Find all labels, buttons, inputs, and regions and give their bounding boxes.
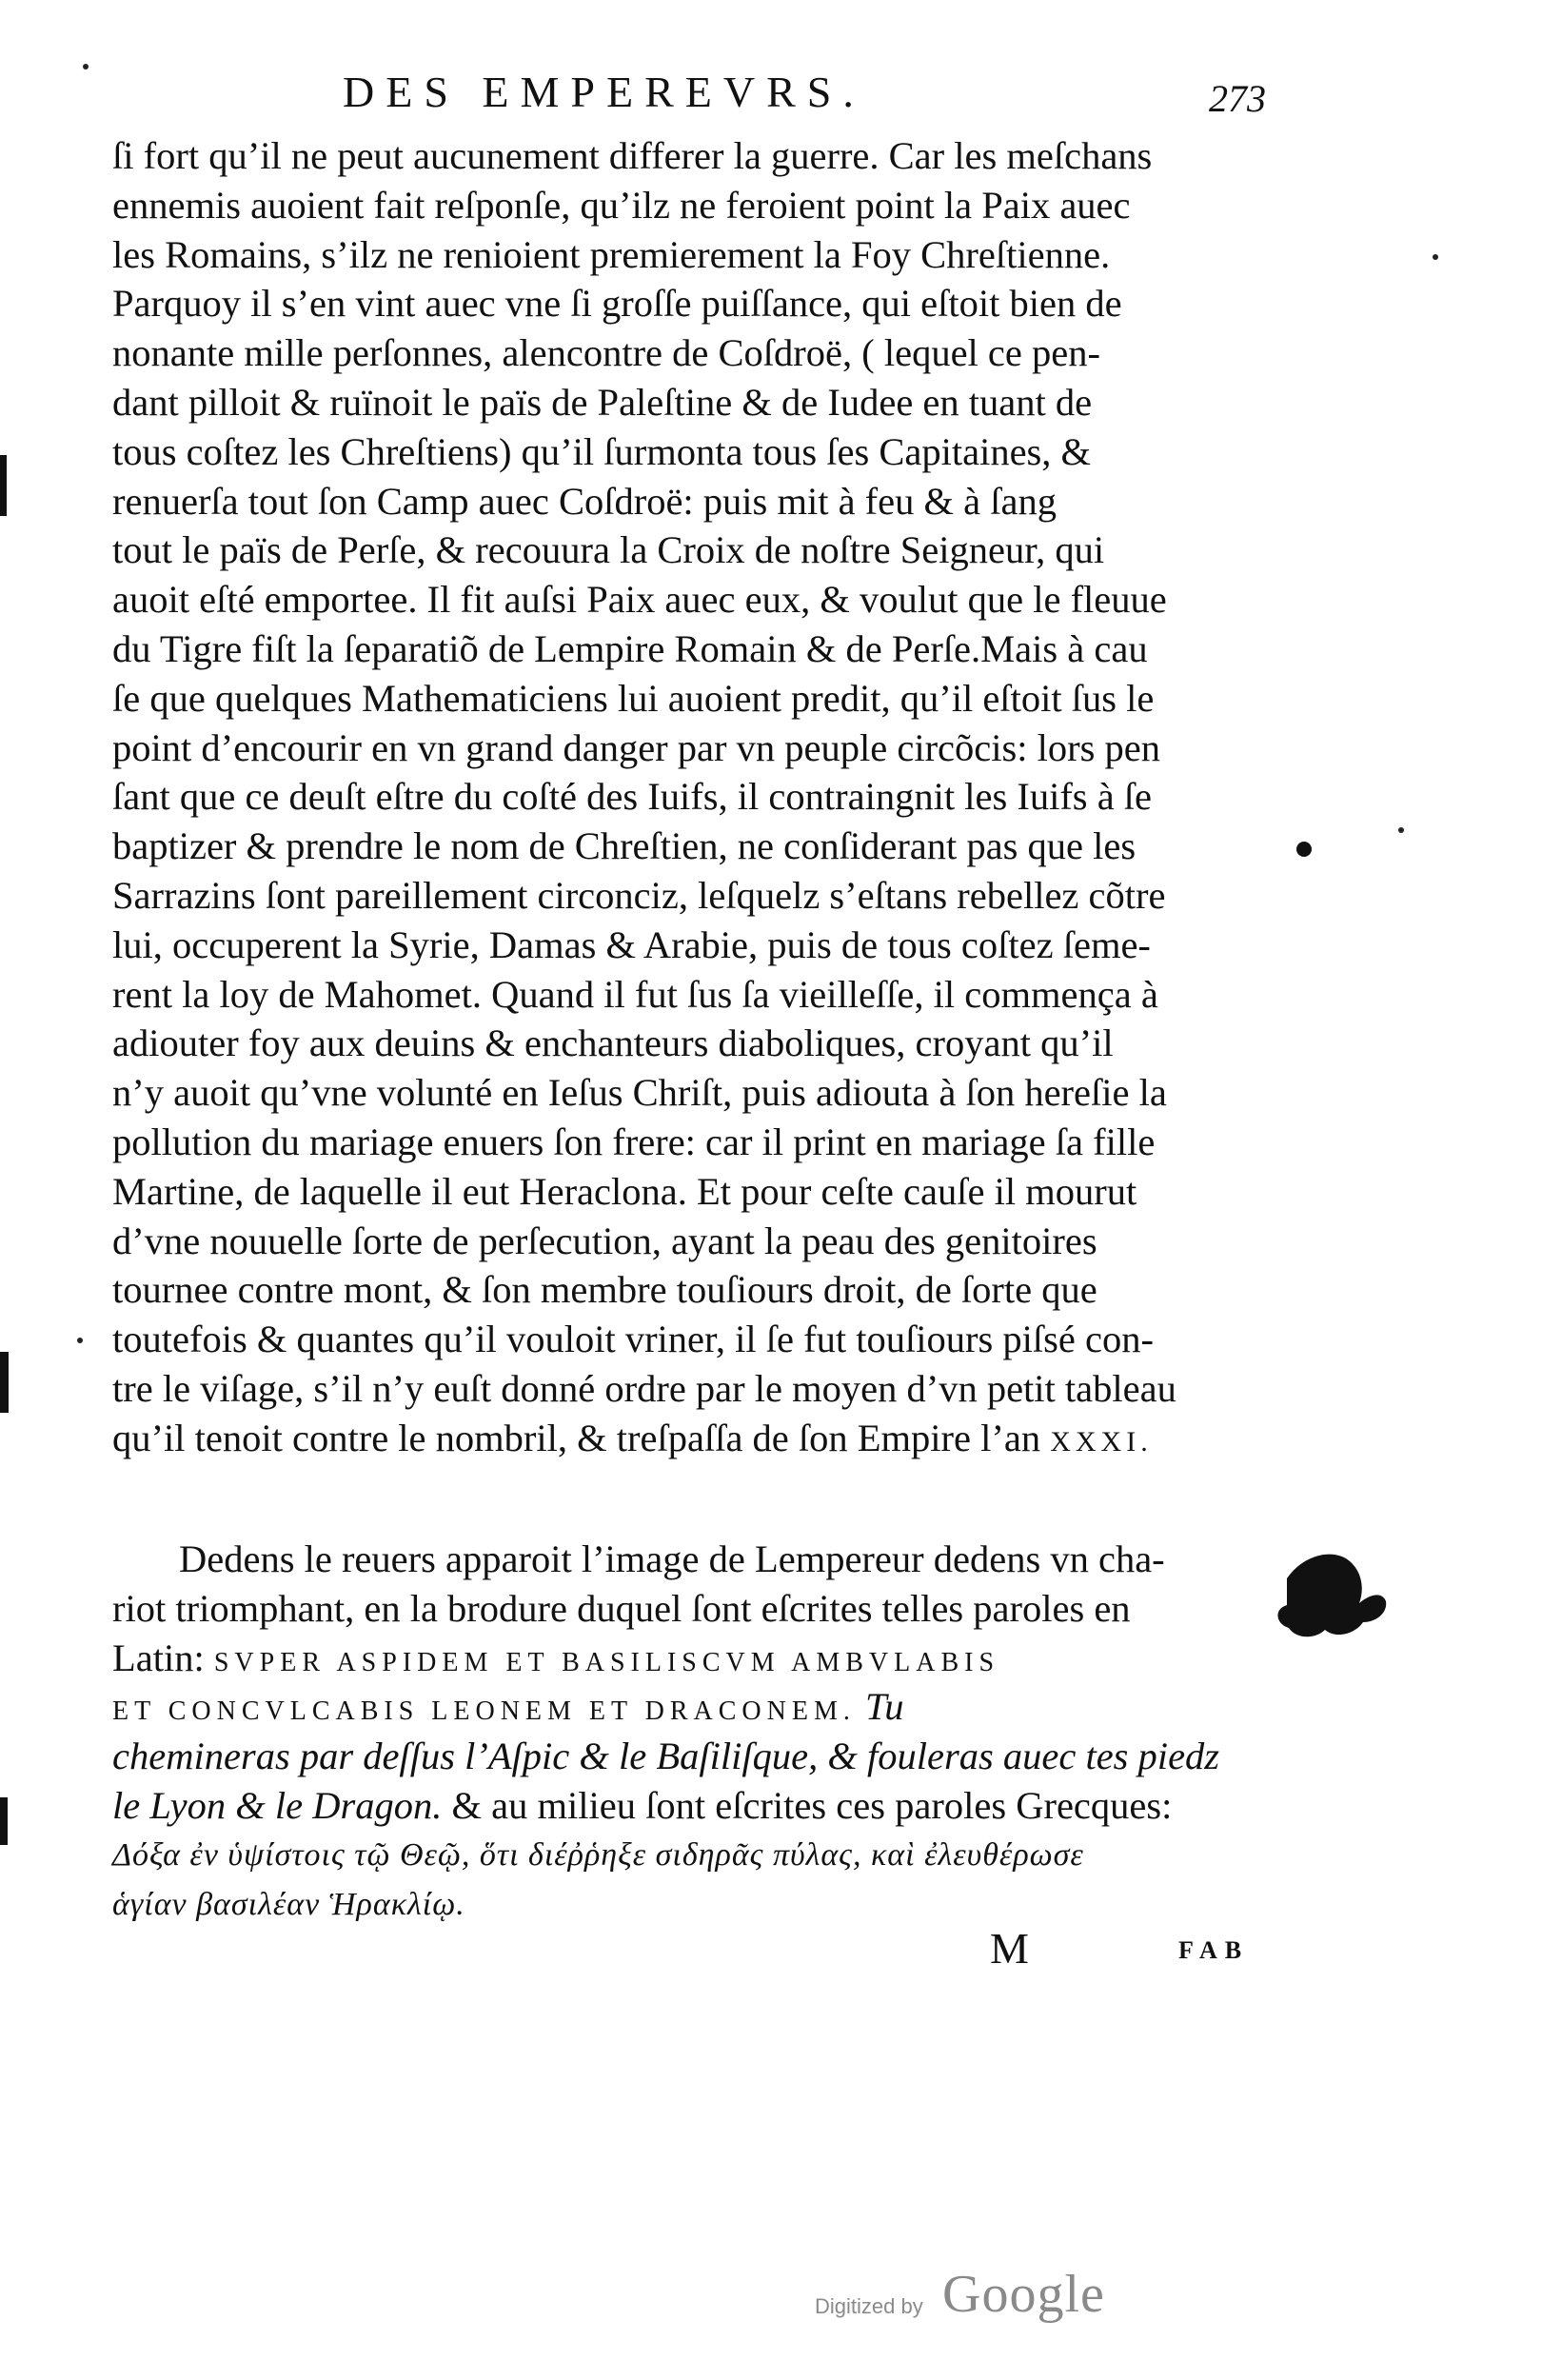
text-line: point d’encourir en vn grand danger par vn peuple circõcis: lors pen: [112, 725, 1160, 769]
running-head: [0, 59, 1542, 135]
text-line: tous coſtez les Chreſtiens) qu’il ſurmonta tous ſes Capitaines, &: [112, 429, 1092, 473]
ink-speck-icon: [77, 1338, 83, 1343]
catchword: FAB: [1178, 1936, 1250, 1964]
page-number: 273: [1209, 77, 1266, 120]
text-line: baptizer & prendre le nom de Chreſtien, ne conſiderant pas que les: [112, 824, 1137, 868]
text-line: du Tigre fiſt la ſeparatiõ de Lempire Romain & de Perſe.Mais à cau: [112, 626, 1148, 670]
text-line: dant pilloit & ruïnoit le païs de Paleſtine & de Iudee en tuant de: [112, 380, 1093, 424]
french-translation-start: Tu: [865, 1685, 904, 1729]
main-paragraph: [112, 131, 1247, 1463]
page-edge-mark: [0, 1797, 8, 1845]
reverse-line-5: chemineras par deſſus l’Aſpic & le Baſiliſque, & fouleras auec tes piedz: [112, 1735, 1220, 1778]
text-line: tre le viſage, s’il n’y euſt donné ordre par le moyen d’vn petit tableau: [112, 1366, 1176, 1410]
ink-speck-icon: [1398, 827, 1404, 833]
google-logo: Google: [942, 2265, 1105, 2324]
text-line: ſant que ce deuſt eſtre du coſté des Iuifs, il contraingnit les Iuifs à ſe: [112, 775, 1153, 819]
signature-mark: M: [990, 1924, 1029, 1973]
ink-speck-icon: [1433, 254, 1438, 260]
text-line: Martine, de laquelle il eut Heraclona. Et pour ceſte cauſe il mourut: [112, 1169, 1137, 1213]
reverse-line-2: riot triomphant, en la brodure duquel ſont eſcrites telles paroles en: [112, 1586, 1131, 1630]
text-line: Parquoy il s’en vint auec vne ſi groſſe puiſſance, qui eſtoit bien de: [112, 282, 1122, 326]
ink-blot-icon: [1277, 1555, 1386, 1637]
watermark-caption: Digitized by: [815, 2294, 923, 2318]
greek-inscription-1: Δόξα ἐν ὑψίστοις τῷ Θεῷ, ὅτι διέῤῥηξε σιδηρᾶς πύλας, καὶ ἐλευθέρωσε: [112, 1836, 1084, 1873]
latin-prefix: Latin:: [112, 1636, 205, 1679]
latin-inscription: SVPER ASPIDEM ET BASILISCVM AMBVLABIS: [213, 1647, 1000, 1677]
text-line: d’vne nouuelle ſorte de perſecution, ayant la peau des genitoires: [112, 1219, 1097, 1262]
text-line: n’y auoit qu’vne volunté en Ieſus Chriſt, puis adiouta à ſon hereſie la: [112, 1071, 1167, 1115]
running-title: DES EMPEREVRS.: [343, 68, 865, 116]
text-line: ſi fort qu’il ne peut aucunement differer la guerre. Car les meſchans: [112, 134, 1153, 177]
reverse-line-4: [112, 1682, 1269, 1732]
reverse-line-3: [112, 1634, 1269, 1683]
ink-dot-icon: [1296, 842, 1312, 857]
reverse-line-1: Dedens le reuers apparoit l’image de Lempereur dedens vn cha-: [179, 1537, 1165, 1580]
page-edge-mark: [0, 455, 7, 516]
text-line: auoit eſté emportee. Il fit auſsi Paix auec eux, & voulut que le fleuue: [112, 578, 1167, 622]
greek-intro: & au milieu ſont eſcrites ces paroles Grecques:: [451, 1783, 1173, 1827]
reverse-line-6: [112, 1781, 1269, 1831]
french-translation-end: le Lyon & le Dragon.: [112, 1783, 443, 1827]
page-footer: [0, 1923, 1542, 1990]
text-line: les Romains, s’ilz ne renioient premierement la Foy Chreſtienne.: [112, 232, 1111, 276]
greek-inscription-2: ἁγίαν βασιλέαν Ἡρακλίῳ.: [112, 1886, 465, 1922]
text-line: ennemis auoient fait reſponſe, qu’ilz ne feroient point la Paix auec: [112, 183, 1131, 227]
reverse-description-paragraph: [112, 1535, 1269, 1929]
text-line: adiouter foy aux deuins & enchanteurs diaboliques, croyant qu’il: [112, 1021, 1114, 1065]
regnal-year: XXXI.: [1050, 1425, 1153, 1458]
page-edge-mark: [0, 1352, 9, 1413]
text-line: tout le païs de Perſe, & recouura la Croix de noſtre Seigneur, qui: [112, 528, 1105, 572]
text-line: toutefois & quantes qu’il vouloit vriner, il ſe fut touſiours piſsé con-: [112, 1318, 1154, 1361]
latin-inscription-cont: ET CONCVLCABIS LEONEM ET DRACONEM.: [112, 1696, 856, 1727]
text-line: nonante mille perſonnes, alencontre de Coſdroë, ( lequel ce pen-: [112, 331, 1100, 375]
text-line-content: qu’il tenoit contre le nombril, & treſpaſſa de ſon Empire l’an: [112, 1416, 1041, 1459]
text-line: renuerſa tout ſon Camp auec Coſdroë: puis mit à feu & à ſang: [112, 479, 1057, 523]
text-line: lui, occuperent la Syrie, Damas & Arabie, puis de tous coſtez ſeme-: [112, 922, 1151, 966]
text-line: pollution du mariage enuers ſon frere: car il print en mariage ſa fille: [112, 1120, 1156, 1163]
text-line: rent la loy de Mahomet. Quand il fut ſus ſa vieilleſſe, il commença à: [112, 972, 1158, 1016]
last-text-line: [112, 1414, 1247, 1463]
text-line: ſe que quelques Mathematiciens lui auoient predit, qu’il eſtoit ſus le: [112, 676, 1155, 720]
text-line: Sarrazins ſont pareillement circonciz, leſquelz s’eſtans rebellez cõtre: [112, 873, 1166, 917]
text-line: tournee contre mont, & ſon membre touſiours droit, de ſorte que: [112, 1268, 1097, 1312]
